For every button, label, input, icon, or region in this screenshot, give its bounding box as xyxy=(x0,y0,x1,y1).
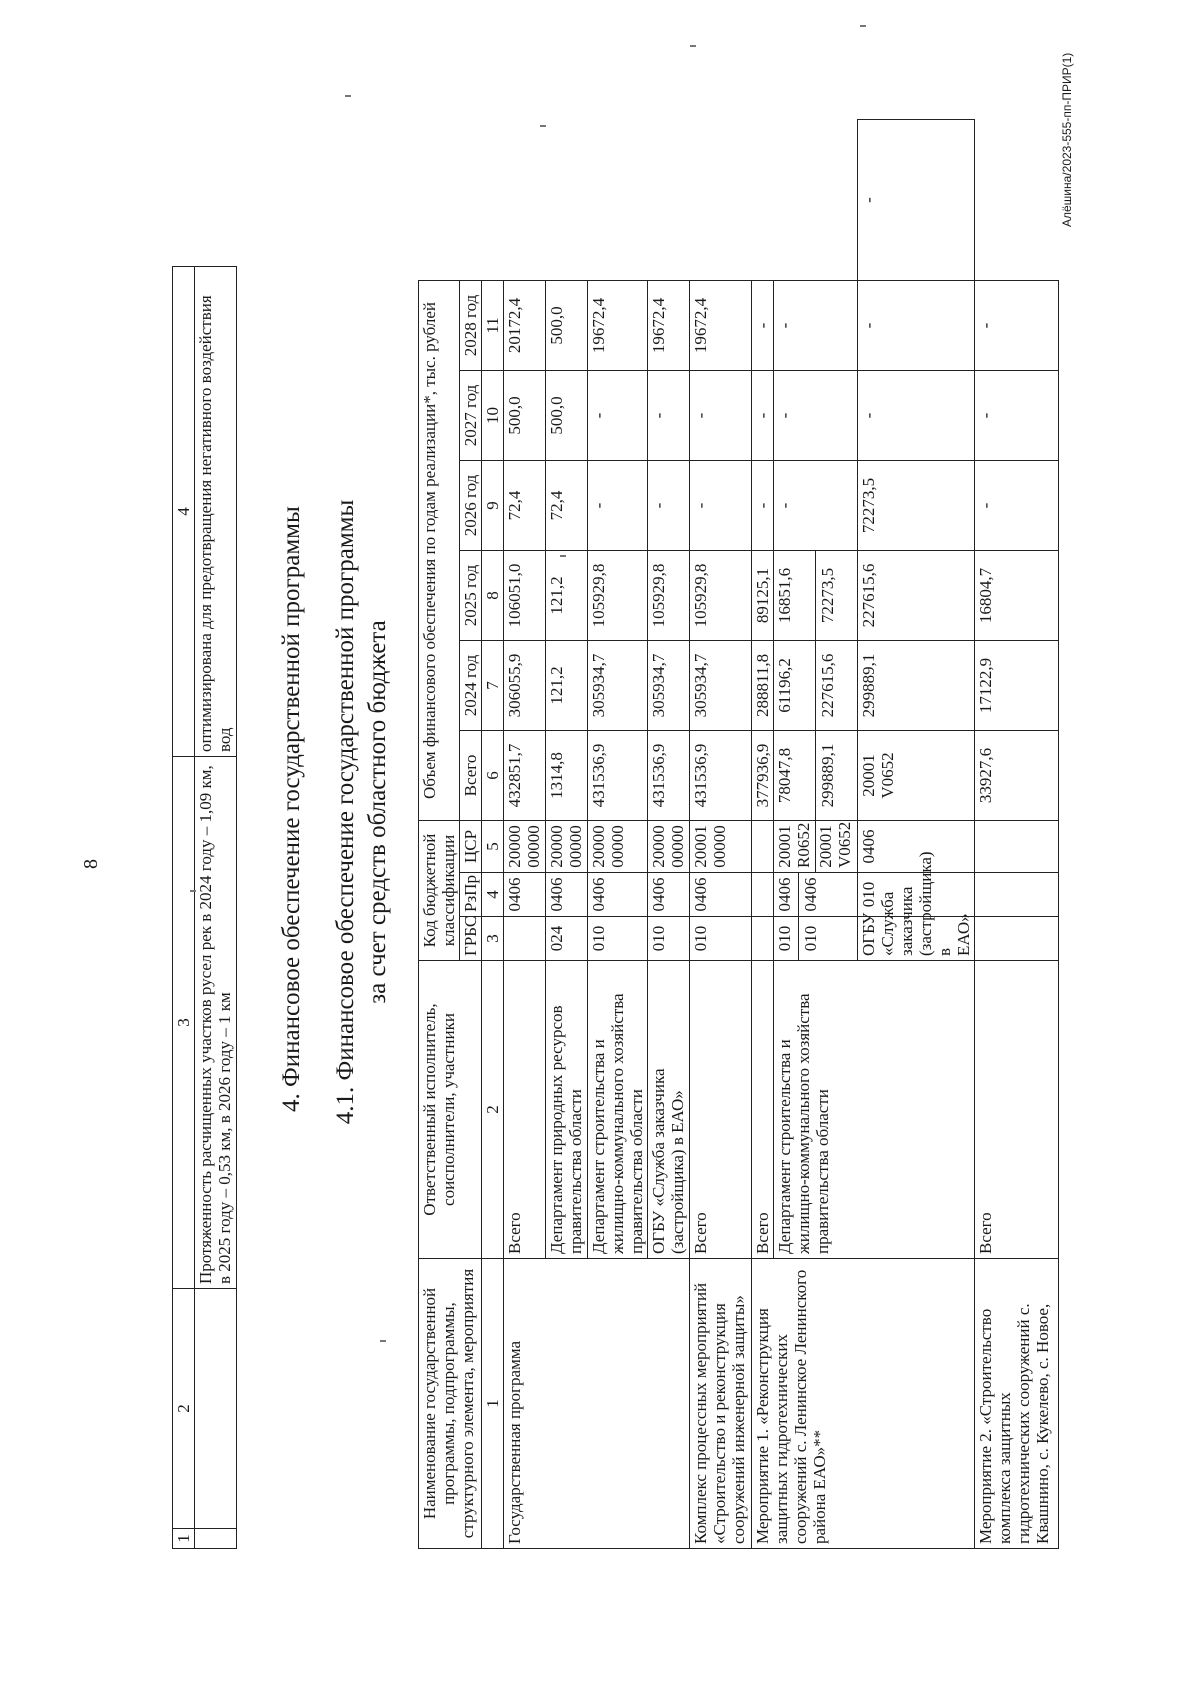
rzpr-a: 0406 xyxy=(775,877,794,912)
executor: Департамент строительства и жилищно-коммунального хозяйства правительства области xyxy=(588,961,648,1259)
total xyxy=(774,730,858,820)
y2024: 306055,9 xyxy=(504,640,546,730)
y2028: 19672,4 xyxy=(648,280,690,370)
y2026: - xyxy=(690,460,752,550)
section-41-title xyxy=(330,487,394,1137)
header-2026: 2026 год xyxy=(460,460,482,550)
column-number: 10 xyxy=(482,370,504,460)
document-filename: Алёшина/2023-555-пп-ПРИР(1) xyxy=(1060,52,1074,227)
y2024: 227615,6 xyxy=(858,550,975,640)
section-41-title-line2: за счет средств областного бюджета xyxy=(364,620,391,1004)
y2028: - xyxy=(774,280,858,370)
header-volume: Объем финансового обеспечения по годам реализации*, тыс. рублей xyxy=(419,280,460,820)
header-executor: Ответственный исполнитель, соисполнители, участники xyxy=(419,961,482,1259)
column-number: 9 xyxy=(482,460,504,550)
column-number: 6 xyxy=(482,730,504,820)
rzpr: 0406 xyxy=(504,873,546,917)
program-name: Государственная программа xyxy=(504,1259,690,1549)
y2024: 305934,7 xyxy=(588,640,648,730)
scan-mark xyxy=(540,125,546,127)
column-number: 8 xyxy=(482,550,504,640)
header-rzpr: РзПр xyxy=(460,873,482,917)
csr: 20001 00000 xyxy=(690,820,752,872)
rzpr: 0406 xyxy=(648,873,690,917)
measure-1-name: Мероприятие 1. «Реконструкция защитных гидротехнических сооружений с. Ленинское Ленинского района ЕАО»** xyxy=(752,1259,975,1549)
y2024: 305934,7 xyxy=(690,640,752,730)
table-row xyxy=(752,120,774,1549)
y2025: 121,2 xyxy=(546,550,588,640)
column-number: 2 xyxy=(482,961,504,1259)
top-table-col-3: 3 xyxy=(173,757,195,1289)
y2025: 16804,7 xyxy=(975,550,1059,640)
column-number: 4 xyxy=(482,873,504,917)
grbs xyxy=(774,917,858,961)
top-table-col-1: 1 xyxy=(173,1529,195,1549)
csr: 20000 00000 xyxy=(504,820,546,872)
header-grbs: ГРБС xyxy=(460,917,482,961)
rzpr xyxy=(774,873,858,917)
y2024 xyxy=(774,640,858,730)
total: 431536,9 xyxy=(690,730,752,820)
table-header-row xyxy=(419,120,460,1549)
column-number: 3 xyxy=(482,917,504,961)
section-41-title-line1: 4.1. Финансовое обеспечение государственной программы xyxy=(332,499,359,1125)
total: 299889,1 xyxy=(858,640,975,730)
y2028: - xyxy=(752,280,774,370)
total-b: 299889,1 xyxy=(815,731,837,820)
rzpr: 0406 xyxy=(858,820,975,872)
y2025 xyxy=(774,550,858,640)
rzpr xyxy=(975,873,1059,917)
total: 33927,6 xyxy=(975,730,1059,820)
y2027: - xyxy=(774,370,858,460)
grbs: 010 xyxy=(588,917,648,961)
y2028: - xyxy=(975,280,1059,370)
top-table-col-2: 2 xyxy=(173,1289,195,1529)
complex-name: Комплекс процессных мероприятий «Строительство и реконструкция сооружений инженерной защиты» xyxy=(690,1259,752,1549)
csr: 20000 00000 xyxy=(588,820,648,872)
grbs xyxy=(504,917,546,961)
csr: 20000 00000 xyxy=(546,820,588,872)
total: 431536,9 xyxy=(648,730,690,820)
grbs-b: 010 xyxy=(798,917,820,960)
header-budget-code: Код бюджетной классификации xyxy=(419,820,460,960)
y2025: 105929,8 xyxy=(648,550,690,640)
csr-b: 20001 V0652 xyxy=(815,821,854,872)
csr-a: 20001 R0652 xyxy=(775,822,813,868)
total: 431536,9 xyxy=(588,730,648,820)
top-table-cell-empty xyxy=(195,1529,237,1549)
y2024-b: 227615,6 xyxy=(815,641,837,730)
y2028: - xyxy=(858,120,975,281)
y2024: 17122,9 xyxy=(975,640,1059,730)
column-number: 5 xyxy=(482,820,504,872)
header-csr: ЦСР xyxy=(460,820,482,872)
page-number: 8 xyxy=(80,859,102,869)
y2027: 500,0 xyxy=(546,370,588,460)
y2028: 20172,4 xyxy=(504,280,546,370)
executor: Департамент природных ресурсов правительства области xyxy=(546,961,588,1259)
total-a: 78047,8 xyxy=(775,747,794,804)
top-table-row xyxy=(195,267,237,1549)
column-number: 11 xyxy=(482,280,504,370)
header-2028: 2028 год xyxy=(460,280,482,370)
scan-mark xyxy=(560,555,566,557)
table-row xyxy=(690,120,752,1549)
rzpr: 0406 xyxy=(546,873,588,917)
csr xyxy=(752,820,774,872)
y2027: - xyxy=(648,370,690,460)
column-number: 1 xyxy=(482,1259,504,1549)
y2024: 121,2 xyxy=(546,640,588,730)
grbs: 024 xyxy=(546,917,588,961)
rzpr xyxy=(752,873,774,917)
top-table-header-row xyxy=(173,267,195,1549)
y2024: 288811,8 xyxy=(752,640,774,730)
section-4-title: 4. Финансовое обеспечение государственной программы xyxy=(278,506,305,1112)
grbs: 010 xyxy=(690,917,752,961)
grbs-a: 010 xyxy=(775,925,794,952)
y2025: 89125,1 xyxy=(752,550,774,640)
top-table-cell-result: оптимизирована для предотвращения негативного воздействия вод xyxy=(195,267,237,757)
column-number: 7 xyxy=(482,640,504,730)
y2025-b: 72273,5 xyxy=(815,551,837,640)
y2027: - xyxy=(690,370,752,460)
scan-mark xyxy=(345,95,351,97)
executor: Всего xyxy=(504,961,546,1259)
total: 1314,8 xyxy=(546,730,588,820)
financing-table xyxy=(418,119,1059,1549)
rzpr: 0406 xyxy=(588,873,648,917)
header-2027: 2027 год xyxy=(460,370,482,460)
y2028: 19672,4 xyxy=(588,280,648,370)
csr: 20001 V0652 xyxy=(858,730,975,820)
header-2025: 2025 год xyxy=(460,550,482,640)
grbs xyxy=(975,917,1059,961)
header-total: Всего xyxy=(460,730,482,820)
y2026: - xyxy=(648,460,690,550)
grbs: 010 xyxy=(858,873,975,917)
grbs xyxy=(752,917,774,961)
y2028: 19672,4 xyxy=(690,280,752,370)
scan-mark xyxy=(380,1340,386,1342)
y2027: - xyxy=(752,370,774,460)
scan-mark xyxy=(690,45,696,47)
y2027: 500,0 xyxy=(504,370,546,460)
y2026: - xyxy=(588,460,648,550)
executor: Департамент строительства и жилищно-коммунального хозяйства правительства области xyxy=(774,961,975,1259)
scan-mark xyxy=(860,25,866,27)
top-table-cell-empty xyxy=(195,1289,237,1529)
total: 432851,7 xyxy=(504,730,546,820)
y2027: - xyxy=(975,370,1059,460)
executor: ОГБУ «Служба заказчика (застройщика) в ЕАО» xyxy=(858,917,975,961)
y2026: 72,4 xyxy=(504,460,546,550)
top-table-cell-description: Протяженность расчищенных участков русел рек в 2024 году – 1,09 км, в 2025 году – 0,53 км, в 2026 году – 1 км xyxy=(195,757,237,1289)
y2027: - xyxy=(858,280,975,370)
column-number-row xyxy=(482,120,504,1549)
header-2024: 2024 год xyxy=(460,640,482,730)
csr xyxy=(975,820,1059,872)
y2027: - xyxy=(588,370,648,460)
scan-mark xyxy=(190,890,196,892)
y2026: 72,4 xyxy=(546,460,588,550)
executor: Всего xyxy=(752,961,774,1259)
y2026: - xyxy=(752,460,774,550)
csr: 20000 00000 xyxy=(648,820,690,872)
y2026: - xyxy=(858,370,975,460)
rzpr-b: 0406 xyxy=(798,873,820,916)
y2025: 72273,5 xyxy=(858,460,975,550)
grbs: 010 xyxy=(648,917,690,961)
y2028: 500,0 xyxy=(546,280,588,370)
measure-2-name: Мероприятие 2. «Строительство комплекса защитных гидротехнических сооружений с. Квашнино, с. Кукелево, с. Новое, xyxy=(975,1259,1059,1549)
total: 377936,9 xyxy=(752,730,774,820)
y2025-a: 16851,6 xyxy=(775,567,794,624)
header-name: Наименование государственной программы, подпрограммы, структурного элемента, мероприятия xyxy=(419,1259,482,1549)
rzpr: 0406 xyxy=(690,873,752,917)
top-table-col-4: 4 xyxy=(173,267,195,757)
top-table xyxy=(172,266,237,1549)
executor: Всего xyxy=(690,961,752,1259)
executor: ОГБУ «Служба заказчика (застройщика) в ЕАО» xyxy=(648,961,690,1259)
y2025: 105929,8 xyxy=(690,550,752,640)
executor: Всего xyxy=(975,961,1059,1259)
table-row xyxy=(975,120,1059,1549)
y2025: 105929,8 xyxy=(588,550,648,640)
y2026: - xyxy=(774,460,858,550)
y2024-a: 61196,2 xyxy=(775,658,794,713)
table-row xyxy=(504,120,546,1549)
csr xyxy=(774,820,858,872)
y2026: - xyxy=(975,460,1059,550)
y2025: 106051,0 xyxy=(504,550,546,640)
y2024: 305934,7 xyxy=(648,640,690,730)
